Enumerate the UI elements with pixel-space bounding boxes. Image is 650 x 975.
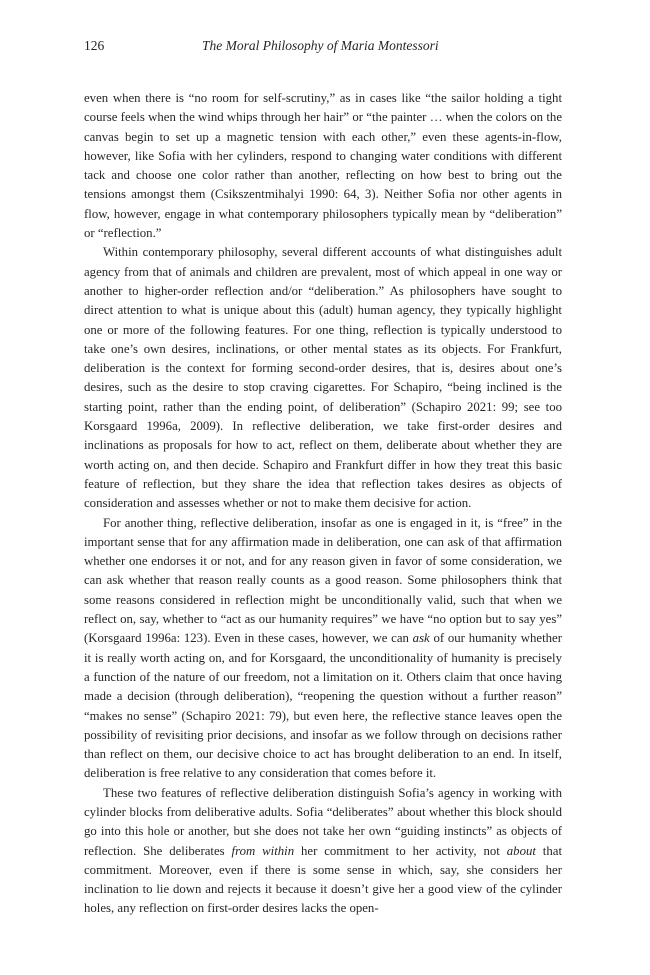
text-segment: her commitment to her activity, not <box>294 843 507 858</box>
text-segment: that commitment. Moreover, even if there is some sense in which, say, she considers her inclination to lie down and rejects it because it doesn’t give her a good view of the cylinder holes, any reflection on first-order desires lacks the open- <box>84 843 563 916</box>
page-number: 126 <box>84 38 105 53</box>
body-text <box>84 89 562 919</box>
text-segment: These two features of reflective deliberation distinguish Sofia’s agency in working with cylinder blocks from deliberative adults. Sofia “deliberates” about whether this block should go into this hole or another, but she does not take her own “guiding instincts” as objects of reflection. She deliberates <box>84 785 562 858</box>
paragraph <box>84 514 562 784</box>
paragraph <box>84 89 562 243</box>
text-segment: For another thing, reflective deliberation, insofar as one is engaged in it, is “free” in the important sense that for any affirmation made in deliberation, one can ask of that affirmation whether one endorses it or not, and for any reason given in favor of some consideration, we can ask whether that reason really counts as a good reason. Some philosophers think that some reasons considered in reflection might be unconditionally valid, such that when we reflect on, say, whether to “act as our humanity requires” we have “no option but to say yes” (Korsgaard 1996a: 123). Even in these cases, however, we can <box>84 515 562 646</box>
italic-text-segment: from within <box>231 843 295 858</box>
text-segment: of our humanity whether it is really worth acting on, and for Korsgaard, the unconditionality of humanity is precisely a function of the nature of our freedom, not a limitation on it. Others claim that once having made a decision (through deliberation), “reopening the question without a further reason” “makes no sense” (Schapiro 2021: 79), but even here, the reflective stance leaves open the possibility of revisiting prior decisions, and insofar as we follow through on decisions rather than reflect on them, our decisive choice to act has brought deliberation to an end. In itself, deliberation is free relative to any consideration that comes before it. <box>84 631 562 781</box>
running-head <box>84 38 562 62</box>
text-segment: Within contemporary philosophy, several different accounts of what distinguishes adult agency from that of animals and children are prevalent, most of which appeal in one way or another to higher-order reflection and/or “deliberation.” As philosophers have sought to direct attention to what is unique about this (adult) human agency, they typically highlight one or more of the following features. For one thing, reflection is typically understood to take one’s own desires, inclinations, or other mental states as its objects. For Frankfurt, deliberation is the context for forming second-order desires, that is, desires about one’s desires, such as the desire to stop craving cigarettes. For Schapiro, “being inclined is the starting point, rather than the ending point, of deliberation” (Schapiro 2021: 99; see too Korsgaard 1996a, 2009). In reflective deliberation, we take first-order desires and inclinations as proposals for how to act, reflect on them, deliberate about whether they are worth acting on, and then decide. Schapiro and Frankfurt differ in how they treat this basic feature of reflection, but they share the idea that reflection takes desires as objects of consideration and assesses whether or not to make them decisive for action. <box>84 245 562 511</box>
italic-text-segment: ask <box>412 631 430 646</box>
running-title: The Moral Philosophy of Maria Montessori <box>202 38 439 53</box>
book-page <box>84 38 562 919</box>
text-segment: even when there is “no room for self-scrutiny,” as in cases like “the sailor holding a tight course feels when the wind whips through her hair” or “the painter … when the colors on the canvas begin to set up a magnetic tension with each other,” even these agents-in-flow, however, like Sofia with her cylinders, respond to changing water conditions with different tack and choose one color rather than another, reflecting on how best to bring out the tensions amongst them (Csikszentmihalyi 1990: 64, 3). Neither Sofia nor other agents in flow, however, engage in what contemporary philosophers typically mean by “deliberation” or “reflection.” <box>84 91 562 241</box>
paragraph <box>84 784 562 919</box>
italic-text-segment: about <box>506 843 536 858</box>
paragraph <box>84 243 562 513</box>
